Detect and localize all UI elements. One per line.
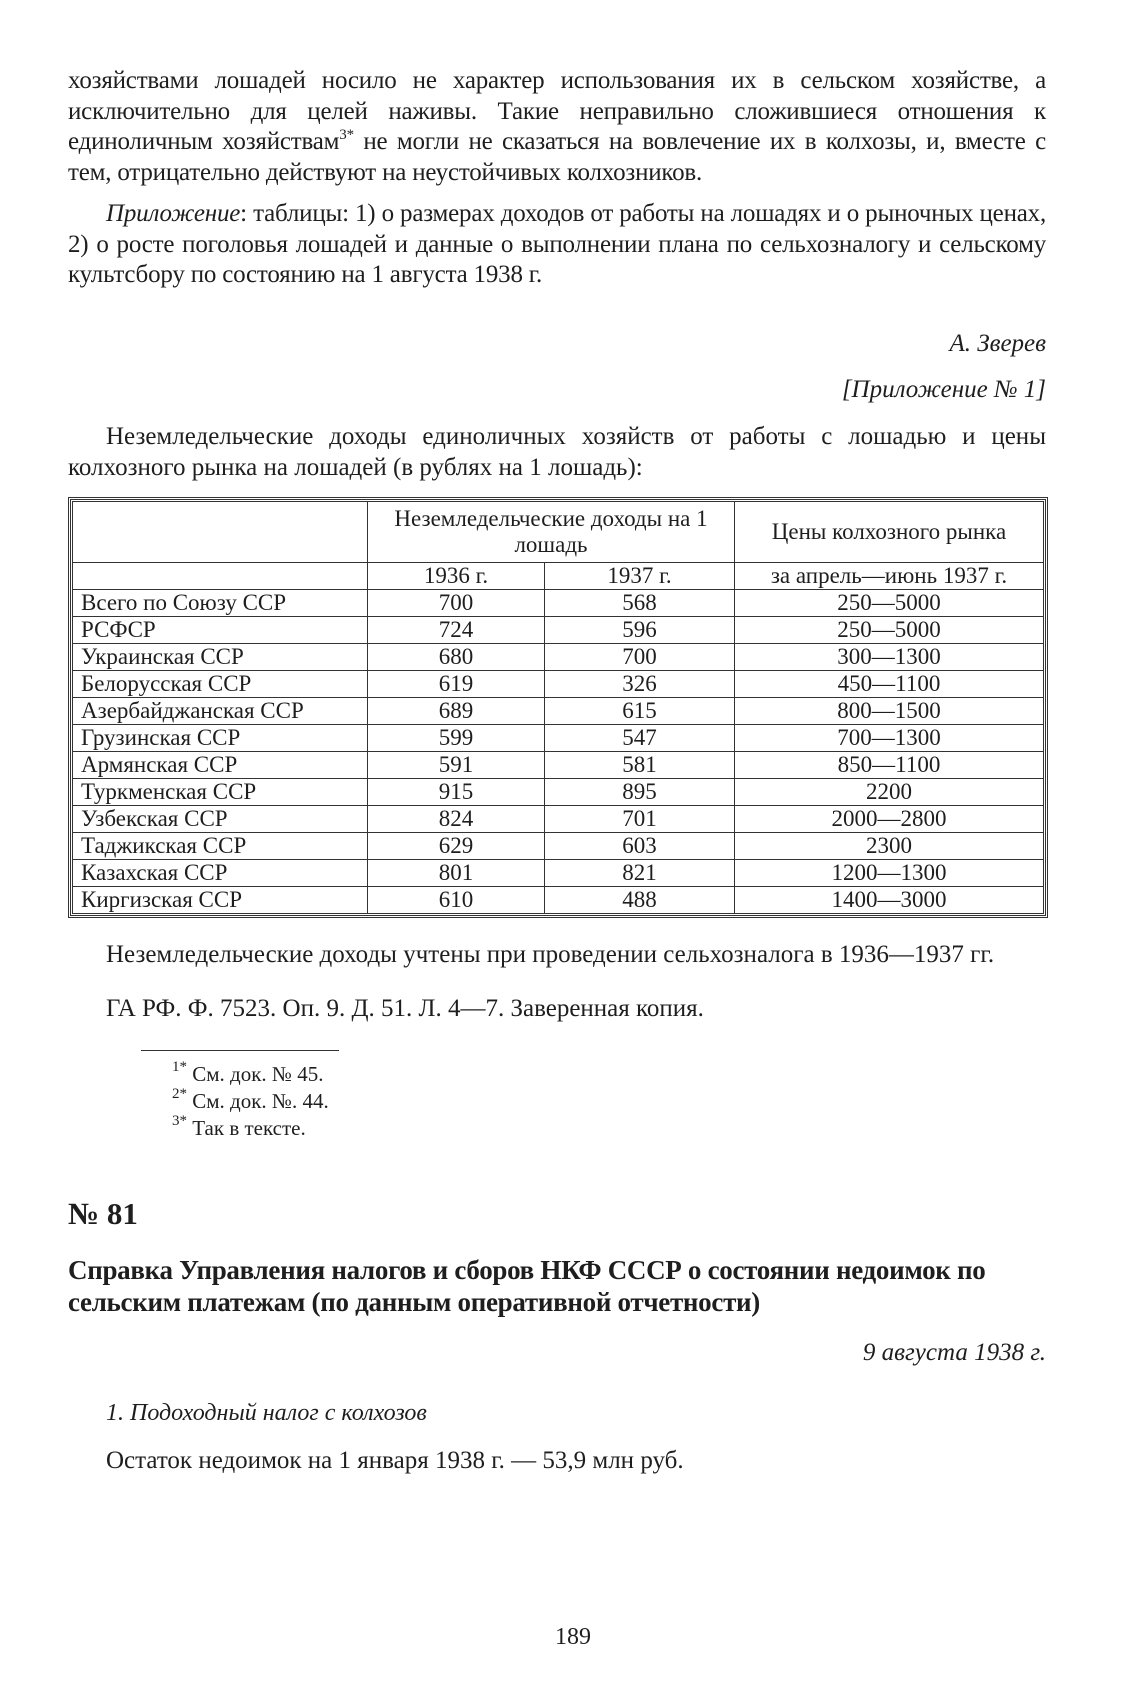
region-cell: Азербайджанская ССР [73, 697, 368, 724]
footnote-mark: 3* [172, 1112, 187, 1129]
income-1937-cell: 700 [545, 643, 735, 670]
region-cell: Армянская ССР [73, 751, 368, 778]
table-row [73, 859, 1044, 886]
price-cell: 700—1300 [735, 724, 1044, 751]
section-heading: 1. Подоходный налог с колхозов [106, 1399, 427, 1426]
income-price-table [68, 497, 1048, 918]
price-cell: 300—1300 [735, 643, 1044, 670]
region-cell: Узбекская ССР [73, 805, 368, 832]
footnote-item [172, 1058, 1046, 1088]
price-cell: 1200—1300 [735, 859, 1044, 886]
price-cell: 250—5000 [735, 589, 1044, 616]
income-1937-cell: 821 [545, 859, 735, 886]
income-1936-cell: 680 [368, 643, 545, 670]
signature: А. Зверев [949, 329, 1046, 357]
table-row [73, 697, 1044, 724]
footnote-item [172, 1112, 1046, 1142]
header-income-group: Неземледельческие доходы на 1 лошадь [368, 501, 735, 562]
header-empty-cell [73, 501, 368, 562]
region-cell: Таджикская ССР [73, 832, 368, 859]
document-number: № 81 [68, 1195, 138, 1231]
income-1936-cell: 629 [368, 832, 545, 859]
price-cell: 450—1100 [735, 670, 1044, 697]
income-1936-cell: 824 [368, 805, 545, 832]
intro-text-part-2: не могли не сказаться на вовлечение их в колхозы, и, вместе с тем, отрицательно действуют на неустойчивых колхозников. [68, 128, 1046, 186]
income-1936-cell: 700 [368, 589, 545, 616]
income-1936-cell: 599 [368, 724, 545, 751]
footnote-ref-3[interactable]: 3* [339, 127, 354, 143]
price-cell: 250—5000 [735, 616, 1044, 643]
income-1937-cell: 596 [545, 616, 735, 643]
table-row [73, 670, 1044, 697]
table-row [73, 724, 1044, 751]
income-1937-cell: 547 [545, 724, 735, 751]
income-1937-cell: 568 [545, 589, 735, 616]
region-cell: Киргизская ССР [73, 886, 368, 913]
income-1937-cell: 615 [545, 697, 735, 724]
income-1937-cell: 603 [545, 832, 735, 859]
page-number: 189 [555, 1624, 591, 1650]
income-1936-cell: 915 [368, 778, 545, 805]
footnote-text: См. док. №. 44. [187, 1088, 329, 1113]
region-cell: Украинская ССР [73, 643, 368, 670]
income-1936-cell: 610 [368, 886, 545, 913]
region-cell: Туркменская ССР [73, 778, 368, 805]
appendix-paragraph [68, 199, 1046, 291]
region-cell: Грузинская ССР [73, 724, 368, 751]
region-cell: Казахская ССР [73, 859, 368, 886]
header-year-1936: 1936 г. [368, 562, 545, 589]
footnote-divider [141, 1050, 339, 1051]
appendix-label: Приложение [106, 200, 241, 227]
income-1937-cell: 488 [545, 886, 735, 913]
table-row [73, 886, 1044, 913]
price-cell: 850—1100 [735, 751, 1044, 778]
table-row [73, 643, 1044, 670]
income-1936-cell: 801 [368, 859, 545, 886]
income-1937-cell: 895 [545, 778, 735, 805]
footnotes [172, 1058, 1046, 1142]
income-1937-cell: 581 [545, 751, 735, 778]
footnote-item [172, 1085, 1046, 1115]
table-row [73, 805, 1044, 832]
arrears-line: Остаток недоимок на 1 января 1938 г. — 53,9 млн руб. [106, 1446, 684, 1474]
document-title: Справка Управления налогов и сборов НКФ СССР о состоянии недоимок по сельским платежам (по данным оперативной отчетности) [68, 1254, 986, 1317]
header-prices-group: Цены колхозного рынка [735, 501, 1044, 562]
header-price-period: за апрель—июнь 1937 г. [735, 562, 1044, 589]
income-1936-cell: 724 [368, 616, 545, 643]
price-cell: 2200 [735, 778, 1044, 805]
table-row [73, 778, 1044, 805]
region-cell: Белорусская ССР [73, 670, 368, 697]
document-date: 9 августа 1938 г. [862, 1338, 1046, 1366]
table-note: Неземледельческие доходы учтены при проведении сельхозналога в 1936—1937 гг. [106, 940, 995, 968]
archive-source: ГА РФ. Ф. 7523. Оп. 9. Д. 51. Л. 4—7. Заверенная копия. [106, 994, 704, 1022]
income-1936-cell: 689 [368, 697, 545, 724]
price-cell: 1400—3000 [735, 886, 1044, 913]
table-row [73, 616, 1044, 643]
intro-text-part-1: хозяйствами лошадей носило не характер использования их в сельском хозяйстве, а исключительно для целей наживы. Такие неправильно сложившиеся отношения к единоличным хозяйствам [68, 67, 1046, 155]
income-1936-cell: 619 [368, 670, 545, 697]
price-cell: 2300 [735, 832, 1044, 859]
header-year-1937: 1937 г. [545, 562, 735, 589]
header-empty-cell-2 [73, 562, 368, 589]
income-1937-cell: 701 [545, 805, 735, 832]
price-cell: 800—1500 [735, 697, 1044, 724]
region-cell: Всего по Союзу ССР [73, 589, 368, 616]
footnote-text: См. док. № 45. [187, 1061, 324, 1086]
table-row [73, 589, 1044, 616]
region-cell: РСФСР [73, 616, 368, 643]
table-row [73, 832, 1044, 859]
table-row [73, 751, 1044, 778]
income-1937-cell: 326 [545, 670, 735, 697]
income-1936-cell: 591 [368, 751, 545, 778]
footnote-mark: 2* [172, 1085, 187, 1102]
appendix-heading: [Приложение № 1] [841, 375, 1046, 403]
document-page [68, 66, 1046, 1476]
footnote-text: Так в тексте. [187, 1115, 306, 1140]
table-caption: Неземледельческие доходы единоличных хозяйств от работы с лошадью и цены колхозного рынка на лошадей (в рублях на 1 лошадь): [68, 422, 1046, 481]
appendix-text: : таблицы: 1) о размерах доходов от работы на лошадях и о рыночных ценах, 2) о росте поголовья лошадей и данные о выполнении плана по сельхозналогу и сельскому культсбору по состоянию на 1 августа 1938 г. [68, 200, 1046, 288]
price-cell: 2000—2800 [735, 805, 1044, 832]
footnote-mark: 1* [172, 1058, 187, 1075]
intro-paragraph [68, 66, 1046, 188]
